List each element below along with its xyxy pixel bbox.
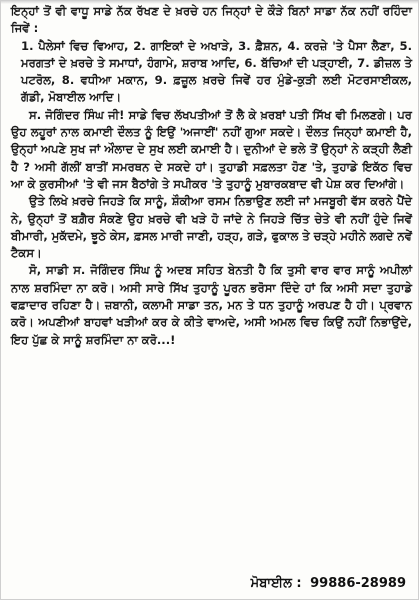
article-paragraph-3: ਸੋ, ਸਾਡੀ ਸ. ਜੋਗਿੰਦਰ ਸਿੰਘ ਨੂੰ ਅਦਬ ਸਹਿਤ ਬੇਨਤੀ ਹੈ ਕਿ ਤੁਸੀ ਵਾਰ ਵਾਰ ਸਾਨੂੰ ਅਪੀਲਾਂ ਨਾਲ ਸ਼ਰਮਿੰਦਾ ਨਾ ਕਰੋ। ਅਸੀ ਸਾਰੇ ਸਿੱਖ ਤੁਹਾਨੂੰ ਪੂਰਨ ਭਰੋਸਾ ਦਿੰਦੇ ਹਾਂ ਕਿ ਅਸੀ ਸਦਾ ਤੁਹਾਡੇ ਵਫ਼ਾਦਾਰ ਰਹਿਣਾ ਹੈ। ਜ਼ਬਾਨੀ, ਕਲਾਮੀ ਸਾਡਾ ਤਨ, ਮਨ ਤੇ ਧਨ ਤੁਹਾਨੂੰ ਅਰਪਣ ਹੈ ਹੀ। ਪ੍ਰਵਾਨ ਕਰੋ। ਅਪਣੀਆਂ ਬਾਹਵਾਂ ਖੜੀਆਂ ਕਰ ਕੇ ਕੀਤੇ ਵਾਅਦੇ, ਅਸੀ ਅਮਲ ਵਿਚ ਕਿਉਂ ਨਹੀਂ ਨਿਭਾਉਂਦੇ, ਇਹ ਪੁੱਛ ਕੇ ਸਾਨੂੰ ਸ਼ਰਮਿੰਦਾ ਨਾ ਕਰੋ...!	[11, 263, 412, 347]
article-intro: ਇਨ੍ਹਾਂ ਤੋਂ ਵੀ ਵਾਧੂ ਸਾਡੇ ਨੱਕ ਰੱਖਣ ਦੇ ਖ਼ਰਚੇ ਹਨ ਜਿਨ੍ਹਾਂ ਦੇ ਕੌੜੇ ਬਿਨਾਂ ਸਾਡਾ ਨੱਕ ਨਹੀਂ ਰਹਿੰਦਾ ਜਿਵੇਂ :	[11, 4, 412, 36]
article-paragraph-2: ਉਤੇ ਲਿਖੇ ਖ਼ਰਚੇ ਜਿਹੜੇ ਕਿ ਸਾਨੂੰ, ਸ਼ੌਕੀਆ ਰਸਮ ਨਿਭਾਉਣ ਲਈ ਜਾਂ ਮਜਬੂਰੀ ਵੱਸ ਕਰਨੇ ਪੈਂਦੇ ਨੇ, ਉਨ੍ਹਾਂ ਤੋਂ ਬਗ਼ੈਰ ਸੰਕਣੇ ਉਹ ਖ਼ਰਚੇ ਵੀ ਖੜੇ ਹੋ ਜਾਂਦੇ ਨੇ ਜਿਹੜੇ ਚਿੱਤ ਚੇਤੇ ਵੀ ਨਹੀਂ ਹੁੰਦੇ ਜਿਵੇਂ ਬੀਮਾਰੀ, ਮੁਕੱਦਮੇ, ਝੂਠੇ ਕੇਸ, ਫ਼ਸਲ ਮਾਰੀ ਜਾਣੀ, ਹੜ੍ਹ, ਗੜੇ, ਫੁਕਾਲ ਤੇ ਚੜ੍ਹੇ ਮਹੀਨੇ ਲਗਦੇ ਨਵੇਂ ਟੈਕਸ।	[11, 194, 412, 261]
article-paragraph-1: ਸ. ਜੋਗਿੰਦਰ ਸਿੰਘ ਜੀ! ਸਾਡੇ ਵਿਚ ਲੱਖਪਤੀਆਂ ਤੋਂ ਲੈ ਕੇ ਖ਼ਰਬਾਂ ਪਤੀ ਸਿੱਖ ਵੀ ਮਿਲਣਗੇ। ਪਰ ਉਹ ਲਹੂਰਾਂ ਨਾਲ ਕਮਾਈ ਦੌਲਤ ਨੂੰ ਇਉਂ 'ਅਜਾਈਂ' ਨਹੀਂ ਗੁਆ ਸਕਦੇ। ਦੌਲਤ ਜਿਨ੍ਹਾਂ ਕਮਾਈ ਹੈ, ਉਨ੍ਹਾਂ ਅਪਣੇ ਸੁਖ ਜਾਂ ਔਲਾਦ ਦੇ ਸੁਖ ਲਈ ਕਮਾਈ ਹੈ। ਦੁਨੀਆਂ ਦੇ ਭਲੇ ਤੋਂ ਉਨ੍ਹਾਂ ਨੇ ਕੜ੍ਹੀ ਲੈਣੀ ਹੈ ? ਅਸੀ ਗੱਲੀਂ ਬਾਤੀਂ ਸਮਰਥਨ ਦੇ ਸਕਦੇ ਹਾਂ। ਤੁਹਾਡੀ ਸਫ਼ਲਤਾ ਹੋਣ 'ਤੇ, ਤੁਹਾਡੇ ਇਕੱਠ ਵਿਚ ਆ ਕੇ ਕੁਰਸੀਆਂ 'ਤੇ ਵੀ ਜਸ ਬੈਠਾਂਗੇ ਤੇ ਸਪੀਕਰ 'ਤੇ ਤੁਹਾਨੂੰ ਮੁਬਾਰਕਬਾਦ ਵੀ ਪੇਸ਼ ਕਰ ਦਿਆਂਗੇ।	[11, 107, 412, 191]
article-body	[11, 3, 412, 349]
mobile-label: ਮੋਬਾਈਲ :	[250, 576, 302, 591]
contact-footer	[251, 576, 406, 591]
expense-list: 1. ਪੈਲੇਸਾਂ ਵਿਚ ਵਿਆਹ, 2. ਗਾਇਕਾਂ ਦੇ ਅਖਾੜੇ, 3. ਫ਼ੈਸ਼ਨ, 4. ਕਰਜ਼ੇ 'ਤੇ ਪੈਸਾ ਲੈਣਾ, 5. ਮਰਗਤਾਂ ਦੇ ਖ਼ਰਚੇ ਤੇ ਸਮਾਧਾਂ, ਹੰਗਾਮੇ, ਸ਼ਰਾਬ ਆਦਿ, 6. ਬੱਚਿਆਂ ਦੀ ਪੜ੍ਹਾਈ, 7. ਡੀਜ਼ਲ ਤੇ ਪਟਰੋਲ, 8. ਵਧੀਆ ਮਕਾਨ, 9. ਫ਼ਜ਼ੂਲ ਖ਼ਰਚੇ ਜਿਵੇਂ ਹਰ ਮੁੰਡੇ-ਕੁੜੀ ਲਈ ਮੋਟਰਸਾਈਕਲ, ਗੱਡੀ, ਮੋਬਾਈਲ ਆਦਿ।	[21, 38, 412, 105]
mobile-number: 99886-28989	[310, 576, 406, 591]
